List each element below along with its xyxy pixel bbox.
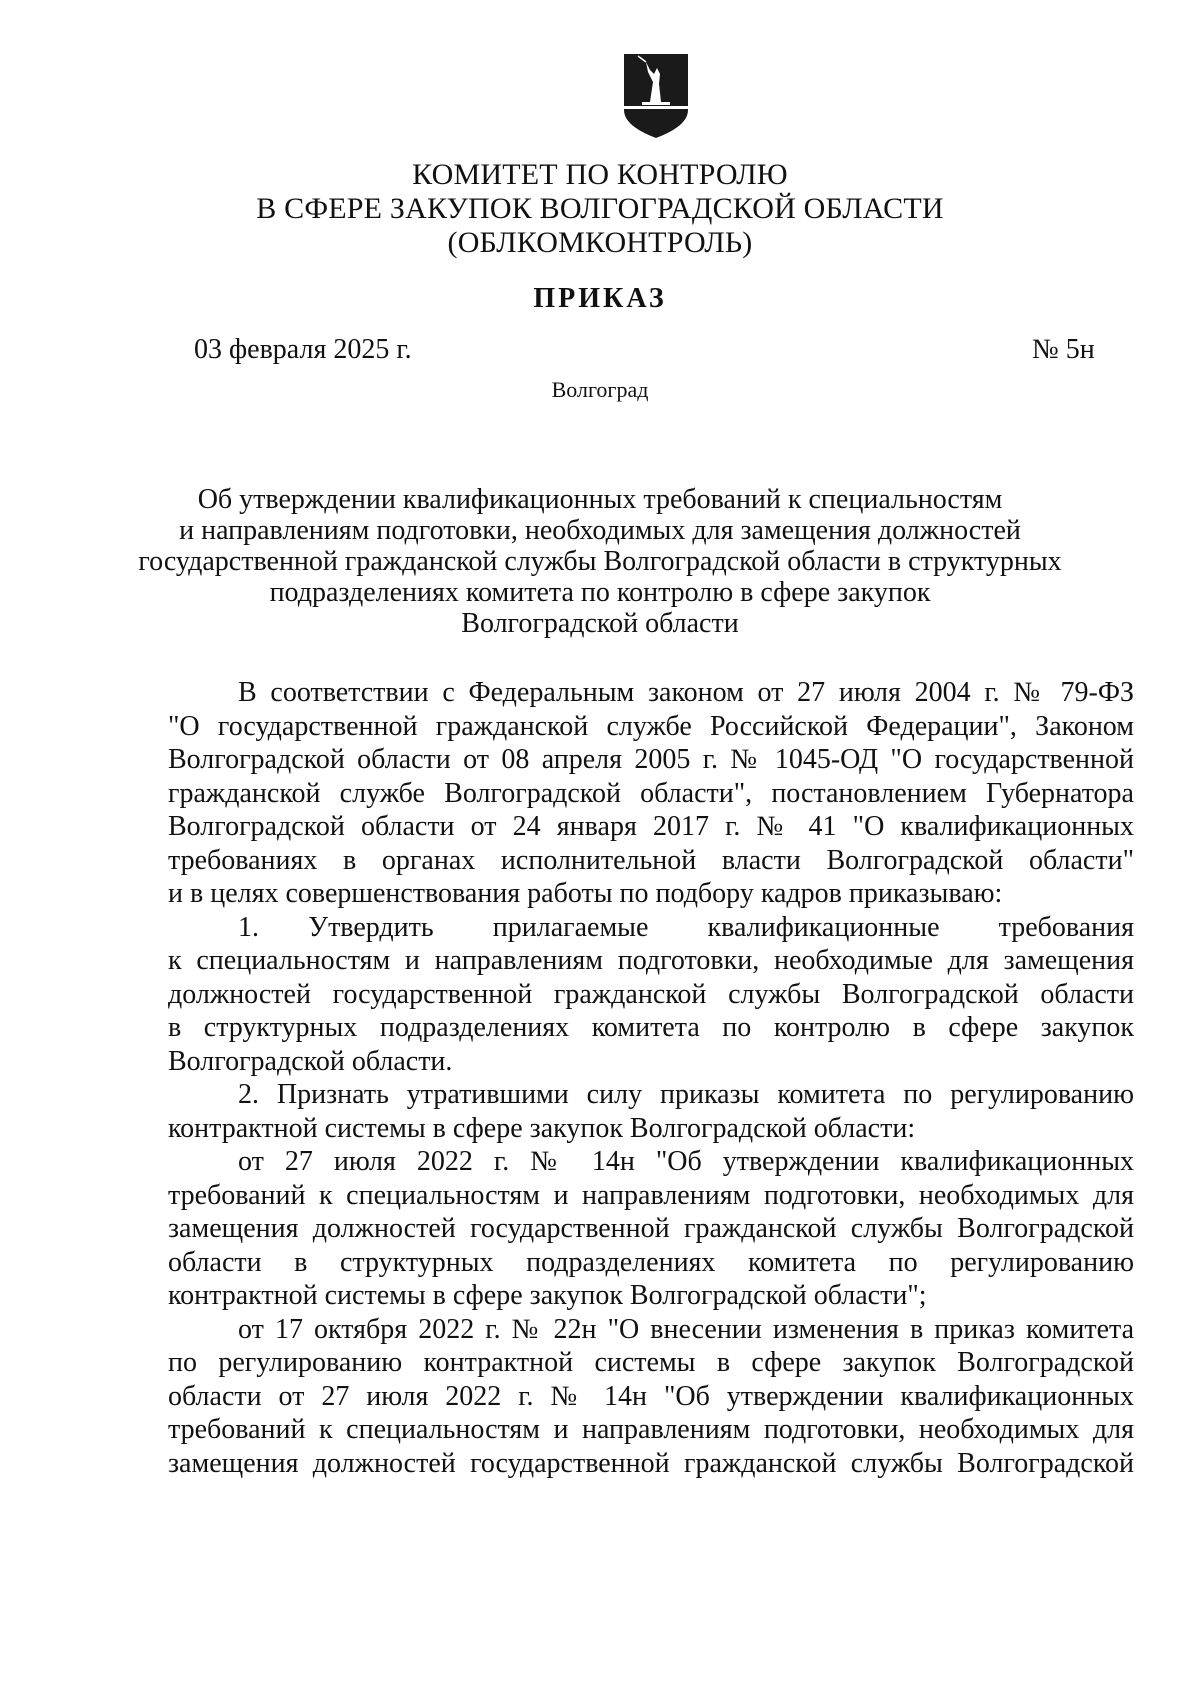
body-line: гражданской службе Волгоградской области", постановлением Губернатора	[168, 777, 1134, 809]
body-line: к специальностям и направлениям подготовки, необходимые для замещения	[168, 945, 1134, 976]
body-line: контрактной системы в сфере закупок Волгоградской области";	[168, 1280, 927, 1311]
body-line: Волгоградской области.	[168, 1045, 453, 1077]
body-line: контрактной системы в сфере закупок Волгоградской области:	[168, 1112, 916, 1144]
body-line: требований к специальностям и направлениям подготовки, необходимых для	[168, 1414, 1134, 1445]
subject-line: Об утверждении квалификационных требований к специальностям	[197, 484, 1003, 515]
document-date: 03 февраля 2025 г.	[194, 334, 412, 365]
body-line: Волгоградской области от 24 января 2017 г. № 41 "О квалификационных	[168, 811, 1134, 842]
body-line: 2. Признать утратившими силу приказы комитета по регулированию	[238, 1079, 1134, 1110]
org-line-1: КОМИТЕТ ПО КОНТРОЛЮ	[412, 158, 788, 191]
subject-line: государственной гражданской службы Волгоградской области в структурных	[138, 546, 1062, 577]
body-line: области от 27 июля 2022 г. № 14н "Об утверждении квалификационных	[168, 1380, 1134, 1412]
body-line: "О государственной гражданской службе Российской Федерации", Законом	[168, 710, 1134, 742]
document-body	[168, 676, 1134, 1480]
document-subject	[0, 484, 1200, 639]
body-line: 1. Утвердить прилагаемые квалификационные требования	[238, 911, 1134, 943]
document-type: ПРИКАЗ	[533, 283, 667, 314]
document-number: № 5н	[1032, 334, 1095, 365]
body-line: В соответствии с Федеральным законом от 27 июля 2004 г. № 79-ФЗ	[238, 677, 1134, 708]
organization-name	[0, 158, 1200, 260]
org-line-2: В СФЕРЕ ЗАКУПОК ВОЛГОГРАДСКОЙ ОБЛАСТИ	[256, 192, 944, 225]
subject-line: Волгоградской области	[461, 608, 739, 639]
body-line: замещения должностей государственной гражданской службы Волгоградской	[168, 1213, 1134, 1244]
subject-line: и направлениям подготовки, необходимых для замещения должностей	[179, 515, 1021, 546]
body-line: требованиях в органах исполнительной власти Волгоградской области"	[168, 844, 1134, 876]
body-line: области в структурных подразделениях комитета по регулированию	[168, 1246, 1134, 1278]
body-line: и в целях совершенствования работы по подбору кадров приказываю:	[168, 878, 1003, 909]
body-line: требований к специальностям и направлениям подготовки, необходимых для	[168, 1179, 1134, 1211]
volgograd-emblem-icon	[620, 52, 692, 140]
org-line-3: (ОБЛКОМКОНТРОЛЬ)	[447, 226, 753, 259]
body-line: от 27 июля 2022 г. № 14н "Об утверждении квалификационных	[238, 1146, 1134, 1177]
body-line: от 17 октября 2022 г. № 22н "О внесении изменения в приказ комитета	[238, 1313, 1134, 1345]
document-city: Волгоград	[551, 377, 649, 402]
body-line: в структурных подразделениях комитета по контролю в сфере закупок	[168, 1012, 1134, 1043]
subject-line: подразделениях комитета по контролю в сфере закупок	[269, 577, 931, 608]
body-line: по регулированию контрактной системы в сфере закупок Волгоградской	[168, 1347, 1134, 1378]
body-line: замещения должностей государственной гражданской службы Волгоградской	[168, 1447, 1134, 1479]
body-line: Волгоградской области от 08 апреля 2005 г. № 1045-ОД "О государственной	[168, 744, 1134, 775]
body-line: должностей государственной гражданской службы Волгоградской области	[168, 978, 1134, 1010]
